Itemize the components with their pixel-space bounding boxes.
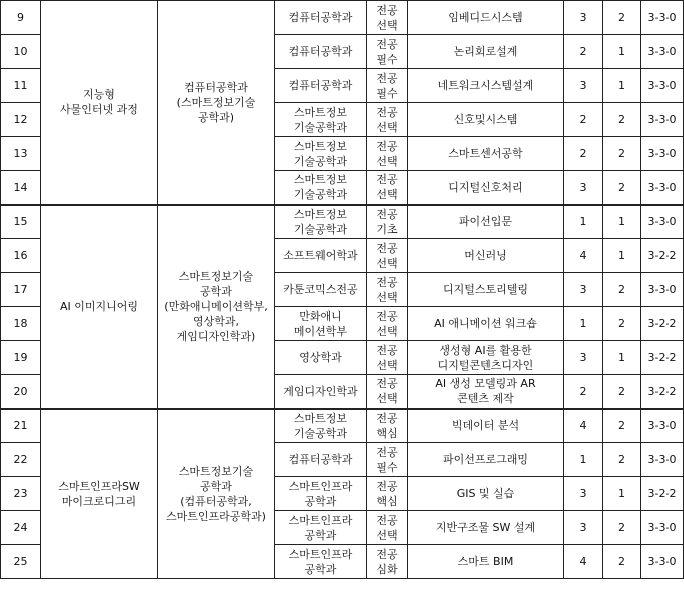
hours-value: 3-3-0 (641, 409, 684, 443)
host-department: 스마트정보기술 공학과 (컴퓨터공학과, 스마트인프라공학과) (158, 409, 275, 579)
grade-value: 1 (603, 205, 641, 239)
offering-department: 소프트웨어학과 (275, 239, 367, 273)
offering-department: 만화애니 메이션학부 (275, 307, 367, 341)
grade-value: 1 (603, 69, 641, 103)
hours-value: 3-3-0 (641, 443, 684, 477)
credit-value: 3 (564, 171, 603, 205)
course-type: 전공 필수 (367, 35, 408, 69)
course-type: 전공 선택 (367, 137, 408, 171)
course-name: AI 이미지니어링 (41, 205, 158, 409)
hours-value: 3-2-2 (641, 341, 684, 375)
offering-department: 스마트인프라 공학과 (275, 477, 367, 511)
credit-value: 3 (564, 1, 603, 35)
grade-value: 1 (603, 239, 641, 273)
offering-department: 스마트정보 기술공학과 (275, 137, 367, 171)
row-number: 16 (1, 239, 41, 273)
subject-name: 디지털스토리텔링 (408, 273, 564, 307)
row-number: 24 (1, 511, 41, 545)
subject-name: 파이선프로그래밍 (408, 443, 564, 477)
credit-value: 2 (564, 137, 603, 171)
grade-value: 2 (603, 103, 641, 137)
course-name: 지능형 사물인터넷 과정 (41, 1, 158, 205)
course-type: 전공 핵심 (367, 409, 408, 443)
hours-value: 3-2-2 (641, 239, 684, 273)
hours-value: 3-2-2 (641, 307, 684, 341)
subject-name: AI 생성 모델링과 AR 콘텐츠 제작 (408, 375, 564, 409)
hours-value: 3-3-0 (641, 103, 684, 137)
credit-value: 3 (564, 477, 603, 511)
grade-value: 1 (603, 341, 641, 375)
credit-value: 3 (564, 341, 603, 375)
offering-department: 영상학과 (275, 341, 367, 375)
grade-value: 2 (603, 307, 641, 341)
offering-department: 스마트정보 기술공학과 (275, 409, 367, 443)
subject-name: 디지털신호처리 (408, 171, 564, 205)
course-type: 전공 선택 (367, 511, 408, 545)
offering-department: 컴퓨터공학과 (275, 35, 367, 69)
row-number: 10 (1, 35, 41, 69)
course-table-body (1, 1, 684, 579)
hours-value: 3-3-0 (641, 273, 684, 307)
offering-department: 스마트인프라 공학과 (275, 511, 367, 545)
hours-value: 3-3-0 (641, 137, 684, 171)
offering-department: 스마트정보 기술공학과 (275, 171, 367, 205)
subject-name: AI 애니메이션 워크숍 (408, 307, 564, 341)
grade-value: 2 (603, 409, 641, 443)
credit-value: 4 (564, 409, 603, 443)
credit-value: 1 (564, 307, 603, 341)
offering-department: 컴퓨터공학과 (275, 443, 367, 477)
course-type: 전공 선택 (367, 273, 408, 307)
subject-name: 스마트센서공학 (408, 137, 564, 171)
row-number: 11 (1, 69, 41, 103)
grade-value: 2 (603, 545, 641, 579)
grade-value: 2 (603, 137, 641, 171)
subject-name: 스마트 BIM (408, 545, 564, 579)
table-row (1, 1, 684, 35)
credit-value: 3 (564, 511, 603, 545)
subject-name: 임베디드시스템 (408, 1, 564, 35)
grade-value: 2 (603, 1, 641, 35)
row-number: 13 (1, 137, 41, 171)
grade-value: 2 (603, 171, 641, 205)
offering-department: 게임디자인학과 (275, 375, 367, 409)
course-type: 전공 심화 (367, 545, 408, 579)
grade-value: 2 (603, 443, 641, 477)
hours-value: 3-3-0 (641, 69, 684, 103)
row-number: 19 (1, 341, 41, 375)
course-type: 전공 선택 (367, 103, 408, 137)
table-row (1, 409, 684, 443)
hours-value: 3-3-0 (641, 511, 684, 545)
row-number: 22 (1, 443, 41, 477)
offering-department: 컴퓨터공학과 (275, 69, 367, 103)
subject-name: 빅데이터 분석 (408, 409, 564, 443)
row-number: 9 (1, 1, 41, 35)
row-number: 20 (1, 375, 41, 409)
row-number: 25 (1, 545, 41, 579)
course-type: 전공 선택 (367, 171, 408, 205)
row-number: 14 (1, 171, 41, 205)
hours-value: 3-3-0 (641, 1, 684, 35)
credit-value: 1 (564, 443, 603, 477)
offering-department: 스마트정보 기술공학과 (275, 103, 367, 137)
hours-value: 3-3-0 (641, 205, 684, 239)
course-type: 전공 선택 (367, 1, 408, 35)
course-type: 전공 기초 (367, 205, 408, 239)
hours-value: 3-2-2 (641, 477, 684, 511)
course-name: 스마트인프라SW 마이크로디그리 (41, 409, 158, 579)
subject-name: 네트워크시스템설계 (408, 69, 564, 103)
subject-name: GIS 및 실습 (408, 477, 564, 511)
offering-department: 컴퓨터공학과 (275, 1, 367, 35)
course-type: 전공 핵심 (367, 477, 408, 511)
offering-department: 스마트정보 기술공학과 (275, 205, 367, 239)
table-row (1, 205, 684, 239)
course-type: 전공 선택 (367, 375, 408, 409)
credit-value: 2 (564, 35, 603, 69)
subject-name: 지반구조물 SW 설계 (408, 511, 564, 545)
credit-value: 1 (564, 205, 603, 239)
course-type: 전공 선택 (367, 307, 408, 341)
subject-name: 생성형 AI를 활용한 디지털콘텐츠디자인 (408, 341, 564, 375)
grade-value: 1 (603, 477, 641, 511)
row-number: 21 (1, 409, 41, 443)
row-number: 15 (1, 205, 41, 239)
subject-name: 신호및시스템 (408, 103, 564, 137)
row-number: 18 (1, 307, 41, 341)
row-number: 23 (1, 477, 41, 511)
offering-department: 카툰코믹스전공 (275, 273, 367, 307)
grade-value: 2 (603, 375, 641, 409)
hours-value: 3-3-0 (641, 545, 684, 579)
hours-value: 3-3-0 (641, 171, 684, 205)
host-department: 스마트정보기술 공학과 (만화애니메이션학부, 영상학과, 게임디자인학과) (158, 205, 275, 409)
course-type: 전공 선택 (367, 239, 408, 273)
subject-name: 파이선입문 (408, 205, 564, 239)
credit-value: 4 (564, 545, 603, 579)
credit-value: 3 (564, 273, 603, 307)
course-type: 전공 선택 (367, 341, 408, 375)
offering-department: 스마트인프라 공학과 (275, 545, 367, 579)
course-type: 전공 필수 (367, 69, 408, 103)
credit-value: 3 (564, 69, 603, 103)
host-department: 컴퓨터공학과 (스마트정보기술 공학과) (158, 1, 275, 205)
row-number: 12 (1, 103, 41, 137)
hours-value: 3-3-0 (641, 35, 684, 69)
credit-value: 4 (564, 239, 603, 273)
hours-value: 3-2-2 (641, 375, 684, 409)
grade-value: 2 (603, 273, 641, 307)
grade-value: 1 (603, 35, 641, 69)
course-type: 전공 필수 (367, 443, 408, 477)
subject-name: 논리회로설계 (408, 35, 564, 69)
row-number: 17 (1, 273, 41, 307)
grade-value: 2 (603, 511, 641, 545)
credit-value: 2 (564, 375, 603, 409)
credit-value: 2 (564, 103, 603, 137)
subject-name: 머신러닝 (408, 239, 564, 273)
